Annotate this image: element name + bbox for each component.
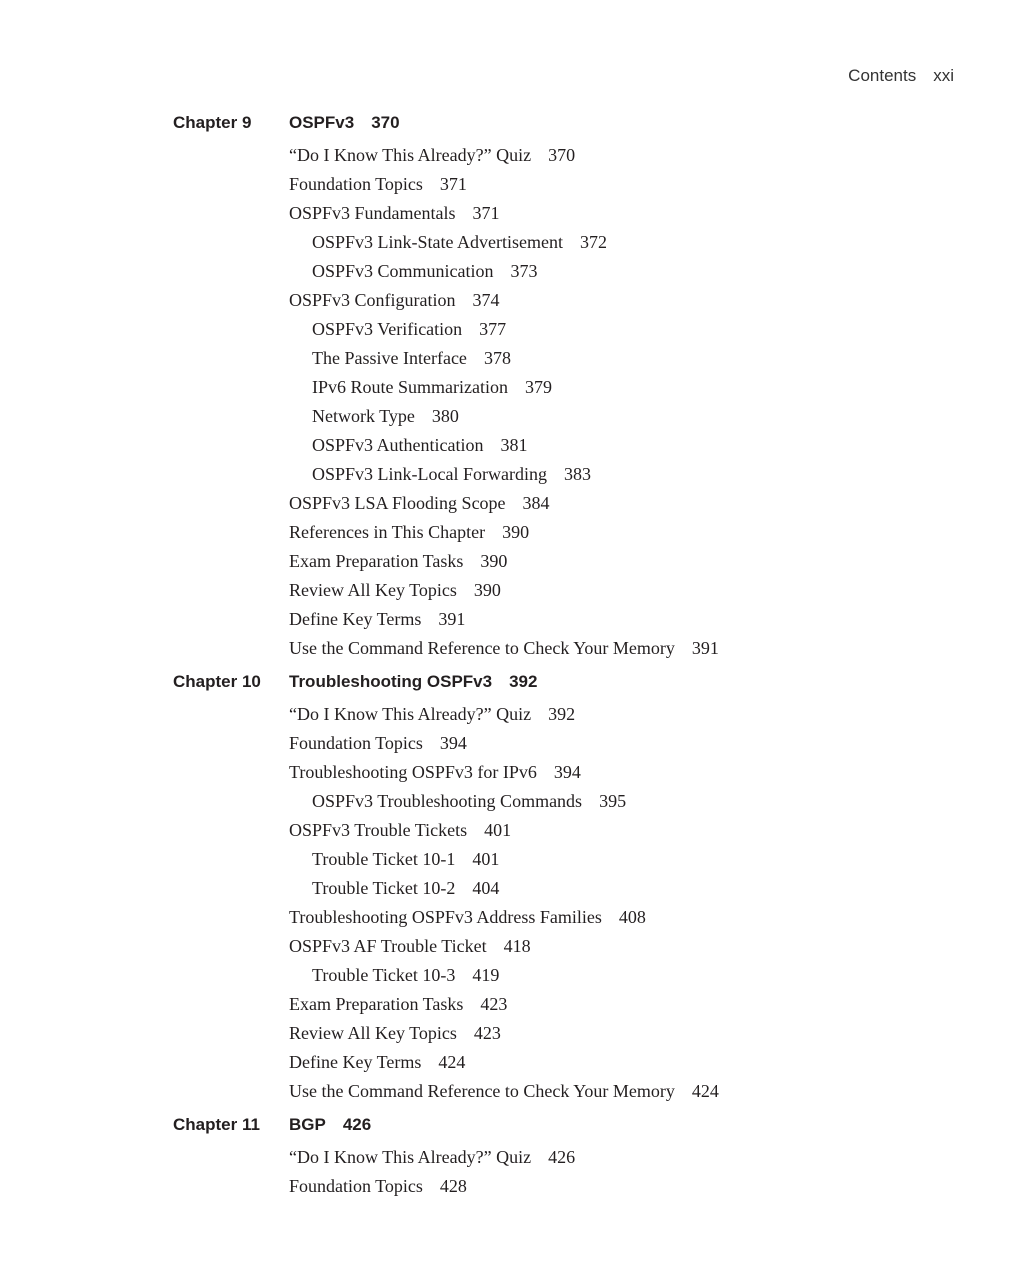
toc-entry[interactable] <box>0 634 1024 663</box>
chapter-entry-list <box>0 1143 1024 1201</box>
chapter-title-line[interactable] <box>289 671 537 693</box>
entry-page-number: 424 <box>438 1052 466 1072</box>
entry-page-number: 426 <box>548 1147 576 1167</box>
entry-title: Troubleshooting OSPFv3 for IPv6 <box>289 762 537 782</box>
toc-entry[interactable] <box>0 990 1024 1019</box>
entry-title: Trouble Ticket 10-3 <box>312 965 456 985</box>
toc-entry[interactable] <box>0 141 1024 170</box>
chapter-label: Chapter 10 <box>173 672 261 691</box>
entry-title: OSPFv3 Communication <box>312 261 494 281</box>
entry-title: “Do I Know This Already?” Quiz <box>289 704 532 724</box>
entry-title: References in This Chapter <box>289 522 486 542</box>
entry-title: Review All Key Topics <box>289 580 457 600</box>
chapter-title-line[interactable] <box>289 112 400 134</box>
chapter-title: OSPFv3 <box>289 113 355 132</box>
entry-title: Foundation Topics <box>289 1176 423 1196</box>
entry-title: OSPFv3 AF Trouble Ticket <box>289 936 487 956</box>
toc-entry[interactable] <box>0 1172 1024 1201</box>
entry-title: “Do I Know This Already?” Quiz <box>289 145 532 165</box>
toc-entry[interactable] <box>0 729 1024 758</box>
entry-page-number: 390 <box>502 522 530 542</box>
entry-title: OSPFv3 Verification <box>312 319 463 339</box>
chapter-title: Troubleshooting OSPFv3 <box>289 672 493 691</box>
entry-page-number: 391 <box>438 609 466 629</box>
toc-subentry[interactable] <box>0 228 1024 257</box>
toc-entry[interactable] <box>0 605 1024 634</box>
entry-title: Network Type <box>312 406 415 426</box>
entry-title: Use the Command Reference to Check Your Memory <box>289 638 675 658</box>
toc-entry[interactable] <box>0 1077 1024 1106</box>
entry-page-number: 381 <box>500 435 528 455</box>
entry-page-number: 395 <box>599 791 627 811</box>
toc-subentry[interactable] <box>0 344 1024 373</box>
entry-title: OSPFv3 Trouble Tickets <box>289 820 468 840</box>
entry-title: OSPFv3 Link-Local Forwarding <box>312 464 547 484</box>
entry-page-number: 392 <box>548 704 576 724</box>
entry-title: The Passive Interface <box>312 348 467 368</box>
running-head <box>848 66 954 86</box>
entry-page-number: 378 <box>483 348 511 368</box>
toc-entry[interactable] <box>0 286 1024 315</box>
entry-page-number: 370 <box>548 145 576 165</box>
toc-entry[interactable] <box>0 1019 1024 1048</box>
chapter-page-number: 426 <box>342 1115 372 1134</box>
toc-entry[interactable] <box>0 700 1024 729</box>
entry-title: Define Key Terms <box>289 1052 422 1072</box>
chapter-page-number: 392 <box>509 672 538 691</box>
toc-subentry[interactable] <box>0 874 1024 903</box>
toc-entry[interactable] <box>0 903 1024 932</box>
toc-entry[interactable] <box>0 932 1024 961</box>
entry-title: OSPFv3 Configuration <box>289 290 456 310</box>
entry-page-number: 383 <box>563 464 591 484</box>
entry-page-number: 391 <box>691 638 719 658</box>
toc-entry[interactable] <box>0 816 1024 845</box>
toc-entry[interactable] <box>0 1048 1024 1077</box>
entry-page-number: 419 <box>472 965 500 985</box>
entry-page-number: 423 <box>473 1023 501 1043</box>
toc-entry[interactable] <box>0 199 1024 228</box>
entry-page-number: 371 <box>472 203 500 223</box>
chapter-page-number: 370 <box>371 113 400 132</box>
toc-entry[interactable] <box>0 170 1024 199</box>
entry-page-number: 380 <box>431 406 459 426</box>
chapter-entry-list <box>0 141 1024 663</box>
entry-page-number: 390 <box>473 580 501 600</box>
entry-page-number: 423 <box>480 994 508 1014</box>
toc-subentry[interactable] <box>0 315 1024 344</box>
toc-subentry[interactable] <box>0 431 1024 460</box>
toc-subentry[interactable] <box>0 257 1024 286</box>
entry-title: “Do I Know This Already?” Quiz <box>289 1147 532 1167</box>
chapter-entry-list <box>0 700 1024 1106</box>
entry-title: Define Key Terms <box>289 609 422 629</box>
entry-page-number: 377 <box>479 319 507 339</box>
running-head-label: Contents <box>848 66 917 85</box>
entry-page-number: 401 <box>484 820 512 840</box>
entry-page-number: 384 <box>522 493 550 513</box>
entry-title: Use the Command Reference to Check Your Memory <box>289 1081 675 1101</box>
entry-page-number: 372 <box>580 232 607 252</box>
toc-entry[interactable] <box>0 576 1024 605</box>
toc-subentry[interactable] <box>0 460 1024 489</box>
entry-page-number: 374 <box>472 290 500 310</box>
entry-page-number: 379 <box>524 377 552 397</box>
entry-title: OSPFv3 Fundamentals <box>289 203 456 223</box>
entry-page-number: 404 <box>472 878 500 898</box>
entry-page-number: 408 <box>618 907 646 927</box>
entry-page-number: 373 <box>510 261 538 281</box>
entry-title: Trouble Ticket 10-2 <box>312 878 456 898</box>
entry-title: Foundation Topics <box>289 733 423 753</box>
entry-title: Review All Key Topics <box>289 1023 457 1043</box>
toc-entry[interactable] <box>0 489 1024 518</box>
entry-title: IPv6 Route Summarization <box>312 377 508 397</box>
entry-page-number: 424 <box>691 1081 719 1101</box>
entry-page-number: 371 <box>439 174 467 194</box>
toc-subentry[interactable] <box>0 961 1024 990</box>
toc-subentry[interactable] <box>0 845 1024 874</box>
entry-page-number: 428 <box>439 1176 467 1196</box>
toc-entry[interactable] <box>0 547 1024 576</box>
chapter-label: Chapter 11 <box>173 1115 260 1134</box>
toc-entry[interactable] <box>0 518 1024 547</box>
toc-subentry[interactable] <box>0 402 1024 431</box>
toc-subentry[interactable] <box>0 787 1024 816</box>
entry-page-number: 418 <box>503 936 531 956</box>
entry-title: Trouble Ticket 10-1 <box>312 849 456 869</box>
entry-title: OSPFv3 LSA Flooding Scope <box>289 493 506 513</box>
entry-title: OSPFv3 Troubleshooting Commands <box>312 791 583 811</box>
running-head-page-number: xxi <box>933 66 954 85</box>
toc-entry[interactable] <box>0 1143 1024 1172</box>
entry-title: Foundation Topics <box>289 174 423 194</box>
entry-page-number: 394 <box>439 733 467 753</box>
entry-page-number: 394 <box>553 762 581 782</box>
entry-title: OSPFv3 Link-State Advertisement <box>312 232 563 252</box>
toc-entry[interactable] <box>0 758 1024 787</box>
entry-title: Exam Preparation Tasks <box>289 551 464 571</box>
chapter-title: BGP <box>289 1115 326 1134</box>
chapter-title-line[interactable] <box>289 1114 371 1136</box>
entry-title: Troubleshooting OSPFv3 Address Families <box>289 907 602 927</box>
entry-page-number: 401 <box>472 849 500 869</box>
entry-title: Exam Preparation Tasks <box>289 994 464 1014</box>
toc-subentry[interactable] <box>0 373 1024 402</box>
entry-title: OSPFv3 Authentication <box>312 435 484 455</box>
chapter-label: Chapter 9 <box>173 113 252 132</box>
entry-page-number: 390 <box>480 551 508 571</box>
